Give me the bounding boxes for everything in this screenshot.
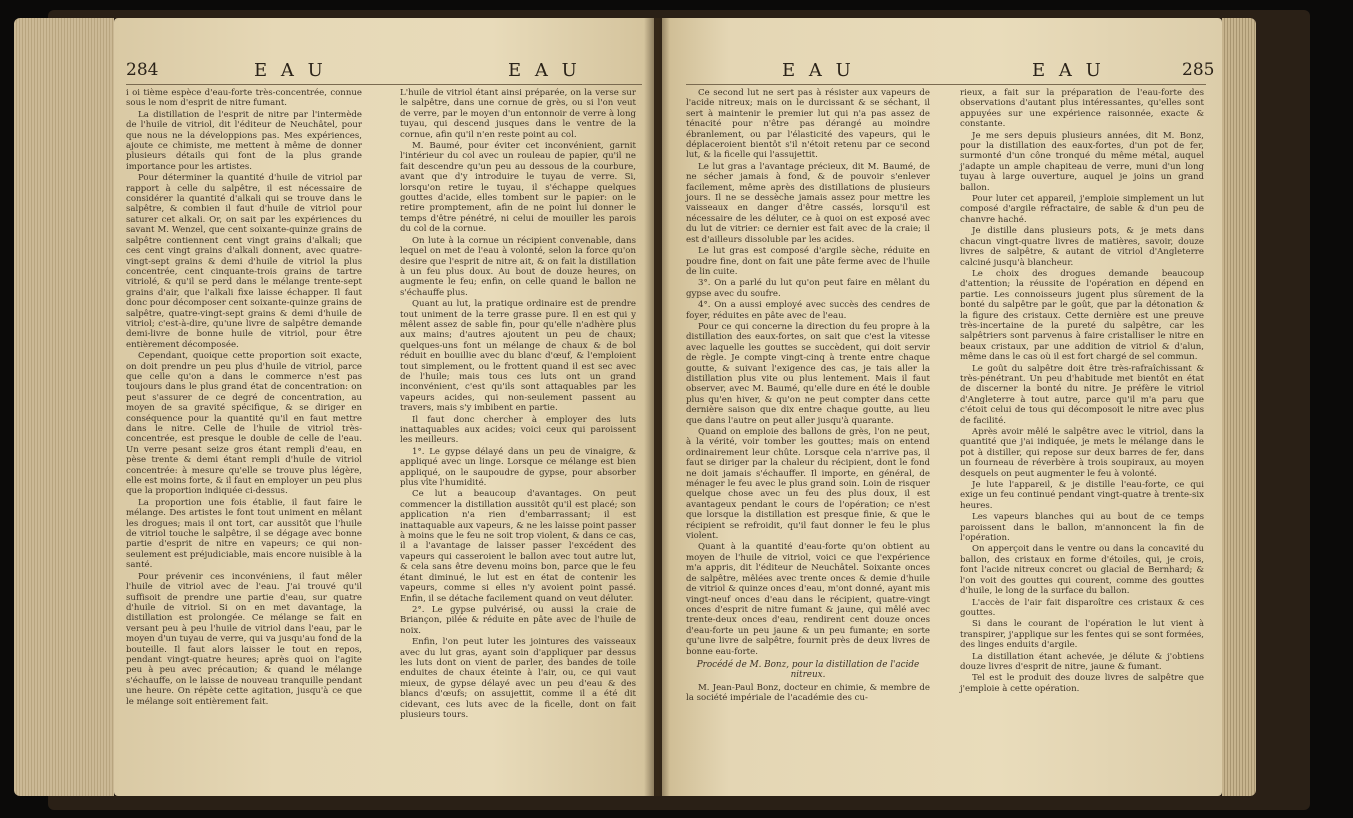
paragraph: Enfin, l'on peut luter les jointures des vaisseaux avec du lut gras, ayant soin d'appliquer par dessus les luts dont on vient de parler, des bandes de toile enduites de chaux éteinte à l'air, ou, ce qui vaut mieux, de gypse délayé avec un peu d'eau & des blancs d'œufs; on assujettit, comme il a été dit cidevant, ces luts avec de la ficelle, dont on fait plusieurs tours. bbox=[400, 637, 636, 720]
left-page-column-1 bbox=[126, 88, 362, 708]
paragraph: rieux, a fait sur la préparation de l'eau-forte des observations d'autant plus intéressantes, qu'elles sont appuyées sur une expérience raisonnée, exacte & constante. bbox=[960, 88, 1204, 130]
paragraph: La distillation de l'esprit de nitre par l'intermède de l'huile de vitriol, dit l'éditeur de Neuchâtel, pour que nous ne la développions pas. Mes expériences, ajoute ce chimiste, me mettent à même de donner plusieurs détails qui font de la plus grande importance pour les artistes. bbox=[126, 109, 362, 172]
paragraph: Quant au lut, la pratique ordinaire est de prendre tout uniment de la terre grasse pure. Il en est qui y mêlent assez de sable fin, pour qu'elle n'adhère plus aux mains; d'autres ajoutent un peu de chaux; quelques-uns font un mélange de chaux & de bol réduit en bouillie avec du blanc d'œuf, & l'emploient tout simplement, ou le frottent quand il est sec avec de l'huile; mais tous ces luts ont un grand inconvénient, c'est qu'ils sont attaquables par les vapeurs acides, qui non-seulement passent au travers, mais s'y imbibent en partie. bbox=[400, 299, 636, 414]
paragraph: Quand on emploie des ballons de grès, l'on ne peut, à la vérité, voir tomber les gouttes; mais on entend ordinairement leur chûte. Lorsque cela n'arrive pas, il faut se diriger par la chaleur du récipient, dont le fond ne doit jamais s'échauffer. Il importe, en général, de ménager le feu avec le plus grand soin. Loin de risquer quelque chose avec un feu des plus doux, il est avantageux pendant le cours de l'opération; ce n'est que lorsque la distillation est presque finie, & que le récipient se refroidit, qu'il faut donner le feu le plus violent. bbox=[686, 427, 930, 542]
head-rule bbox=[126, 84, 642, 85]
paragraph: Le lut gras est composé d'argile sèche, réduite en poudre fine, dont on fait une pâte ferme avec de l'huile de lin cuite. bbox=[686, 246, 930, 277]
paragraph: Il faut donc chercher à employer des luts inattaquables aux acides; voici ceux qui paroissent les meilleurs. bbox=[400, 414, 636, 446]
paragraph: Si dans le courant de l'opération le lut vient à transpirer, j'applique sur les fentes qui se sont formées, des linges enduits d'argile. bbox=[960, 619, 1204, 651]
right-page bbox=[662, 18, 1222, 796]
paragraph: Pour déterminer la quantité d'huile de vitriol par rapport à celle du salpêtre, il est nécessaire de considérer la quantité d'alkali qui se trouve dans le salpêtre, & combien il faut d'huile de vitriol pour saturer cet alkali. Or, on sait par les expériences du savant M. Wenzel, que cent soixante-quinze grains de salpêtre contiennent cent vingt grains d'alkali; que ces cent vingt grains d'alkali donnent, avec quatre-vingt-sept grains & demi d'huile de vitriol la plus concentrée, cent cinquante-trois grains de tartre vitriolé, & qu'il se perd dans le mélange trente-sept grains d'air, que l'alkali fixe laisse échapper. Il faut donc pour décomposer cent soixante-quinze grains de salpêtre, quatre-vingt-sept grains & demi d'huile de vitriol; c'est-à-dire, qu'une livre de salpêtre demande demi-livre de bonne huile de vitriol, pour être entièrement décomposée. bbox=[126, 173, 362, 350]
paragraph: M. Baumé, pour éviter cet inconvénient, garnit l'intérieur du col avec un rouleau de papier, qu'il ne fait descendre qu'un peu au dessous de la courbure, avant que d'y introduire le tuyau de verre. Si, lorsqu'on retire le tuyau, il s'échappe quelques gouttes d'acide, elles tombent sur le papier: on le retire promptement, afin de ne point lui donner le temps d'être pénétré, ni celui de mouiller les parois du col de la cornue. bbox=[400, 141, 636, 235]
left-page-column-2 bbox=[400, 88, 636, 721]
running-head-left-col2: E A U bbox=[508, 60, 581, 81]
page-edges-left bbox=[14, 18, 114, 796]
paragraph: 4°. On a aussi employé avec succès des cendres de foyer, réduites en pâte avec de l'eau. bbox=[686, 300, 930, 321]
paragraph: On lute à la cornue un récipient convenable, dans lequel on met de l'eau à volonté, selon la force qu'on desire que l'esprit de nitre ait, & on fait la distillation à un feu plus doux. Au bout de douze heures, on augmente le feu; enfin, on celle quand le ballon ne s'échauffe plus. bbox=[400, 235, 636, 298]
page-number-right: 285 bbox=[1182, 60, 1215, 80]
paragraph: L'accès de l'air fait disparoître ces cristaux & ces gouttes. bbox=[960, 597, 1204, 618]
paragraph: Quant à la quantité d'eau-forte qu'on obtient au moyen de l'huile de vitriol, voici ce que l'expérience m'a appris, dit l'éditeur de Neuchâtel. Soixante onces de salpêtre, mêlées avec trente onces & demie d'huile de vitriol & quinze onces d'eau, m'ont donné, ayant mis vingt-neuf onces d'eau dans le récipient, quatre-vingt onces d'esprit de nitre fumant & jaune, qui mêlé avec trente-deux onces d'eau, rendirent cent douze onces d'eau-forte un peu jaune & un peu fumante; en sorte qu'une livre de salpêtre, fournit près de deux livres de bonne eau-forte. bbox=[686, 542, 930, 657]
paragraph: 2°. Le gypse pulvérisé, ou aussi la craie de Briançon, pilée & réduite en pâte avec de l'huile de noix. bbox=[400, 604, 636, 636]
paragraph: Le choix des drogues demande beaucoup d'attention; la réussite de l'opération en dépend en partie. Les connoisseurs jugent plus sûrement de la bonté du salpêtre par le goût, que par la détonation & la figure des cristaux. Cette dernière est une preuve très-incertaine de la pureté du salpêtre, car les salpêtriers sont parvenus à faire cristalliser le nitre en beaux cristaux, par une addition de vitriol & d'alun, même dans le cas où il est fort chargé de sel commun. bbox=[960, 268, 1204, 363]
paragraph: Pour luter cet appareil, j'emploie simplement un lut composé d'argile réfractaire, de sable & d'un peu de chanvre haché. bbox=[960, 194, 1204, 225]
paragraph: Pour ce qui concerne la direction du feu propre à la distillation des eaux-fortes, on sait que c'est la vitesse avec laquelle les gouttes se succèdent, qui doit servir de règle. Je compte vingt-cinq à trente entre chaque goutte, & suivant l'exigence des cas, je tais aller la distillation plus vite ou plus lentement. Mais il faut observer, avec M. Baumé, qu'elle dure en été le double plus qu'en hiver, & qu'on ne peut compter dans cette dernière saison que dix entre chaque goutte, au lieu que dans l'autre on peut aller jusqu'à quarante. bbox=[686, 321, 930, 426]
paragraph: On apperçoit dans le ventre ou dans la concavité du ballon, des cristaux en forme d'étoiles, qui, je crois, font l'acide nitreux concret ou glacial de Bernhard; & l'on voit des gouttes qui courent, comme des gouttes d'huile, le long de la surface du ballon. bbox=[960, 544, 1204, 597]
section-heading: Procédé de M. Bonz, pour la distillation de l'acide nitreux. bbox=[696, 659, 920, 681]
paragraph: Tel est le produit des douze livres de salpêtre que j'emploie à cette opération. bbox=[960, 673, 1204, 694]
paragraph: Ce lut a beaucoup d'avantages. On peut commencer la distillation aussitôt qu'il est placé; son application n'a rien d'embarrassant; il est inattaquable aux vapeurs, & ne les laisse point passer à moins que le feu ne soit trop violent, & dans ce cas, il a l'avantage de laisser passer l'excédent des vapeurs qui casseroient le ballon avec tout autre lut, & cela sans être devenu moins bon, parce que le feu étant diminué, le lut est en état de contenir les vapeurs, comme si elles n'y avoient point passé. Enfin, il se détache facilement quand on veut déluter. bbox=[400, 489, 636, 604]
paragraph: Ce second lut ne sert pas à résister aux vapeurs de l'acide nitreux; mais on le durcissant & se séchant, il sert à maintenir le premier lut qui n'a pas assez de ténacité pour n'être pas dérangé au moindre ébranlement, ou par l'élasticité des vapeurs, qui le déplaceroient bientôt s'il n'étoit retenu par ce second lut, & la ficelle qui l'assujettit. bbox=[686, 88, 930, 161]
paragraph: Cependant, quoique cette proportion soit exacte, on doit prendre un peu plus d'huile de vitriol, parce que celle qu'on a dans le commerce n'est pas toujours dans le plus grand état de concentration: on peut s'assurer de ce degré de concentration, au moyen de sa gravité spécifique, & se diriger en conséquence pour la quantité qu'il en faut mettre dans le nitre. Celle de l'huile de vitriol très-concentrée, est presque le double de celle de l'eau. Un verre pesant seize gros étant rempli d'eau, en pèse trente & demi étant rempli d'huile de vitriol concentrée: à mesure qu'elle se trouve plus légère, elle est moins forte, & il faut en employer un peu plus que la proportion indiquée ci-dessus. bbox=[126, 351, 362, 497]
running-head-right-col2: E A U bbox=[1032, 60, 1105, 81]
paragraph: Après avoir mêlé le salpêtre avec le vitriol, dans la quantité que j'ai indiquée, je mets le mélange dans le pot à distiller, qui repose sur deux barres de fer, dans un fourneau de réverbère à trois soupiraux, au moyen desquels on peut augmenter le feu à volonté. bbox=[960, 427, 1204, 479]
right-page-column-1 bbox=[686, 88, 930, 705]
paragraph: La proportion une fois établie, il faut faire le mélange. Des artistes le font tout uniment en mêlant les drogues; mais il ont tort, car aussitôt que l'huile de vitriol touche le salpêtre, il se dégage avec bonne partie d'esprit de nitre en vapeurs; ce qui non-seulement est préjudiciable, mais encore nuisible à la santé. bbox=[126, 497, 362, 571]
paragraph: Les vapeurs blanches qui au bout de ce temps paroissent dans le ballon, m'annoncent la fin de l'opération. bbox=[960, 512, 1204, 544]
left-page bbox=[114, 18, 654, 796]
paragraph: Pour prévenir ces inconvéniens, il faut mêler l'huile de vitriol avec de l'eau. J'ai trouvé qu'il suffisoit de prendre une partie d'eau, sur quatre d'huile de vitriol. Si on en met davantage, la distillation est prolongée. Ce mélange se fait en versant peu à peu l'huile de vitriol dans l'eau, par le moyen d'un tuyau de verre, qui va jusqu'au fond de la bouteille. Il faut alors laisser le tout en repos, pendant vingt-quatre heures; après quoi on l'agite peu à peu avec précaution; & quand le mélange s'échauffe, on le laisse de nouveau tranquille pendant une heure. On répète cette agitation, jusqu'à ce que le mélange soit entièrement fait. bbox=[126, 571, 362, 707]
page-number-left: 284 bbox=[126, 60, 159, 80]
paragraph: 3°. On a parlé du lut qu'on peut faire en mêlant du gypse avec du soufre. bbox=[686, 278, 930, 299]
running-head-left-col1: E A U bbox=[254, 60, 327, 81]
paragraph: Je distille dans plusieurs pots, & je mets dans chacun vingt-quatre livres de matières, savoir, douze livres de salpêtre, & autant de vitriol d'Angleterre calciné jusqu'à blancheur. bbox=[960, 226, 1204, 268]
head-rule bbox=[686, 84, 1206, 85]
running-head-right-col1: E A U bbox=[782, 60, 855, 81]
paragraph: Le goût du salpêtre doit être très-rafraîchissant & très-pénétrant. Un peu d'habitude met bientôt en état de discerner la bonté du nitre. Je préfère le vitriol d'Angleterre à tout autre, parce qu'il m'a paru que c'étoit celui de tous qui décomposoit le nitre avec plus de facilité. bbox=[960, 363, 1204, 426]
paragraph: Je lute l'appareil, & je distille l'eau-forte, ce qui exige un feu continué pendant vingt-quatre à trente-six heures. bbox=[960, 480, 1204, 511]
paragraph: M. Jean-Paul Bonz, docteur en chimie, & membre de la société impériale de l'académie des cu- bbox=[686, 682, 930, 704]
paragraph: Je me sers depuis plusieurs années, dit M. Bonz, pour la distillation des eaux-fortes, d'un pot de fer, surmonté d'un cône tronqué du même métal, auquel j'adapte un ample chapiteau de verre, muni d'un long tuyau à large ouverture, auquel je joins un grand ballon. bbox=[960, 130, 1204, 193]
paragraph: Le lut gras a l'avantage précieux, dit M. Baumé, de ne sécher jamais à fond, & de pouvoir s'enlever facilement, même après des distillations de plusieurs jours. Il ne se dessèche jamais assez pour mettre les vaisseaux en danger d'être cassés, lorsqu'il est nécessaire de les déluter, ce à quoi on est exposé avec du lut de vitrier: ce dernier est fait avec de la craie; il est d'ailleurs dissoluble par les acides. bbox=[686, 161, 930, 245]
right-page-column-2 bbox=[960, 88, 1204, 695]
paragraph: 1°. Le gypse délayé dans un peu de vinaigre, & appliqué avec un linge. Lorsque ce mélange est bien appliqué, on le saupoudre de gypse, pour absorber plus vîte l'humidité. bbox=[400, 446, 636, 489]
book-gutter bbox=[644, 18, 670, 796]
paragraph: La distillation étant achevée, je délute & j'obtiens douze livres d'esprit de nitre, jaune & fumant. bbox=[960, 651, 1204, 672]
paragraph: i oi tième espèce d'eau-forte très-concentrée, connue sous le nom d'esprit de nitre fumant. bbox=[126, 88, 362, 109]
page-edges-right bbox=[1222, 18, 1256, 796]
paragraph: L'huile de vitriol étant ainsi préparée, on la verse sur le salpêtre, dans une cornue de grès, ou si l'on veut de verre, par le moyen d'un entonnoir de verre à long tuyau, qui descend jusques dans le ventre de la cornue, afin qu'il n'en reste point au col. bbox=[400, 88, 636, 140]
